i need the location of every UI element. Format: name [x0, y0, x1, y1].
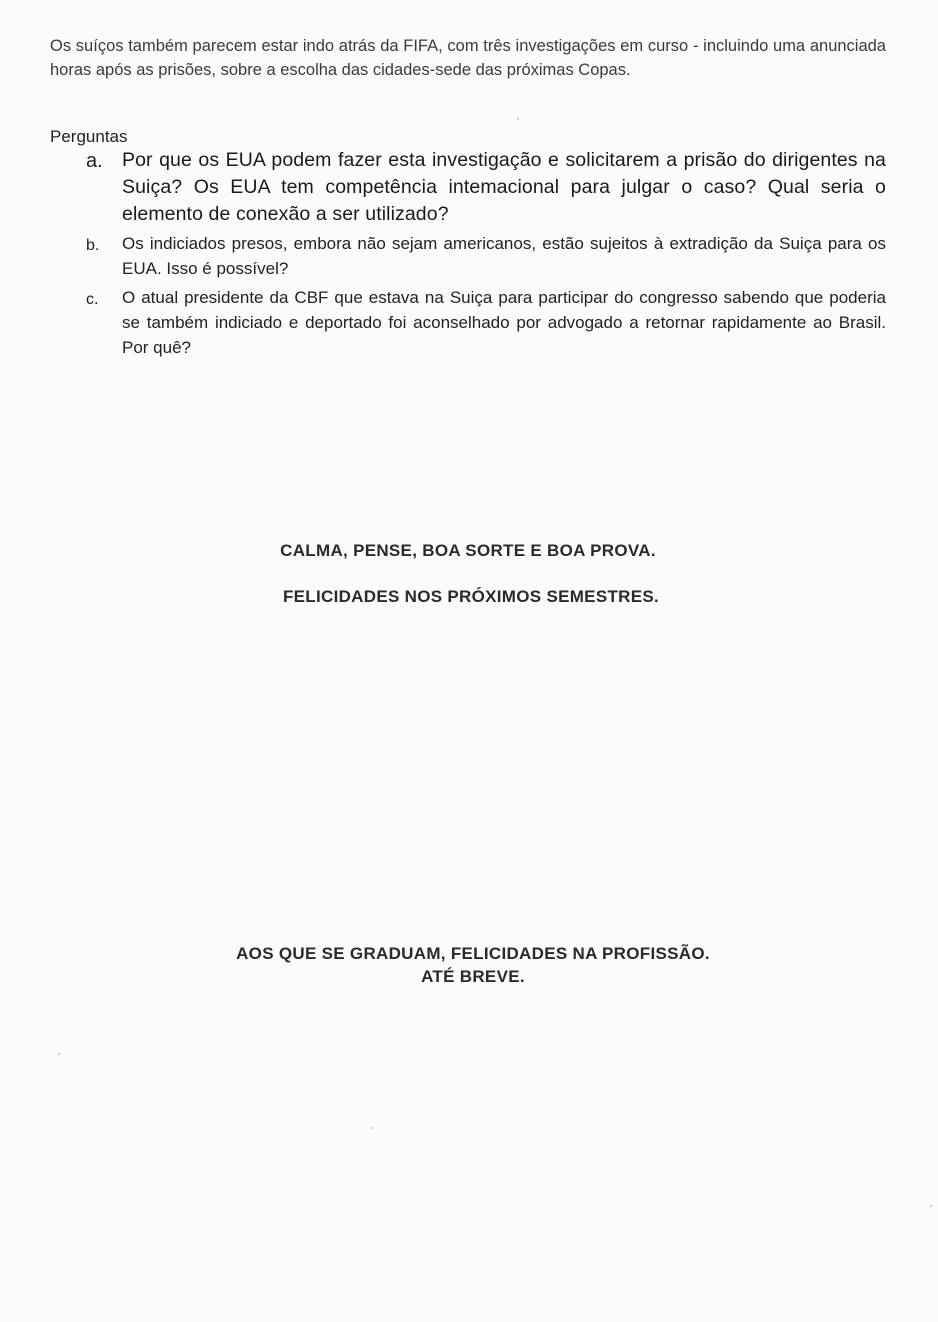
- question-text: Os indiciados presos, embora não sejam americanos, estão sujeitos à extradição da Suiça para os EUA. Isso é possível?: [122, 234, 886, 278]
- question-text: Por que os EUA podem fazer esta investigação e solicitarem a prisão do dirigentes na Suiça? Os EUA tem competência intemacional para julgar o caso? Qual seria o elemento de conexão a ser utilizado?: [122, 149, 886, 225]
- scan-speck: [58, 1053, 60, 1055]
- question-marker: a.: [86, 150, 103, 172]
- scan-speck: [371, 1127, 373, 1129]
- questions-heading: Perguntas: [50, 127, 128, 146]
- scan-speck: [517, 118, 519, 120]
- closing-good-luck: CALMA, PENSE, BOA SORTE E BOA PROVA.: [280, 541, 656, 560]
- intro-paragraph: Os suíços também parecem estar indo atrás da FIFA, com três investigações em curso - incluindo uma anunciada horas após as prisões, sobre a escolha das cidades-sede das próximas Copas.: [50, 37, 886, 79]
- question-marker: b.: [86, 237, 100, 254]
- scan-speck: [930, 1205, 932, 1207]
- closing-semesters: FELICIDADES NOS PRÓXIMOS SEMESTRES.: [282, 587, 660, 606]
- question-marker: c.: [86, 291, 99, 308]
- closing-graduates: AOS QUE SE GRADUAM, FELICIDADES NA PROFISSÃO.: [236, 944, 710, 963]
- closing-see-you: ATÉ BREVE.: [421, 967, 525, 986]
- question-text: O atual presidente da CBF que estava na Suiça para participar do congresso sabendo que poderia se também indiciado e deportado foi aconselhado por advogado a retornar rapidamente ao Brasil. Por quê?: [122, 288, 886, 357]
